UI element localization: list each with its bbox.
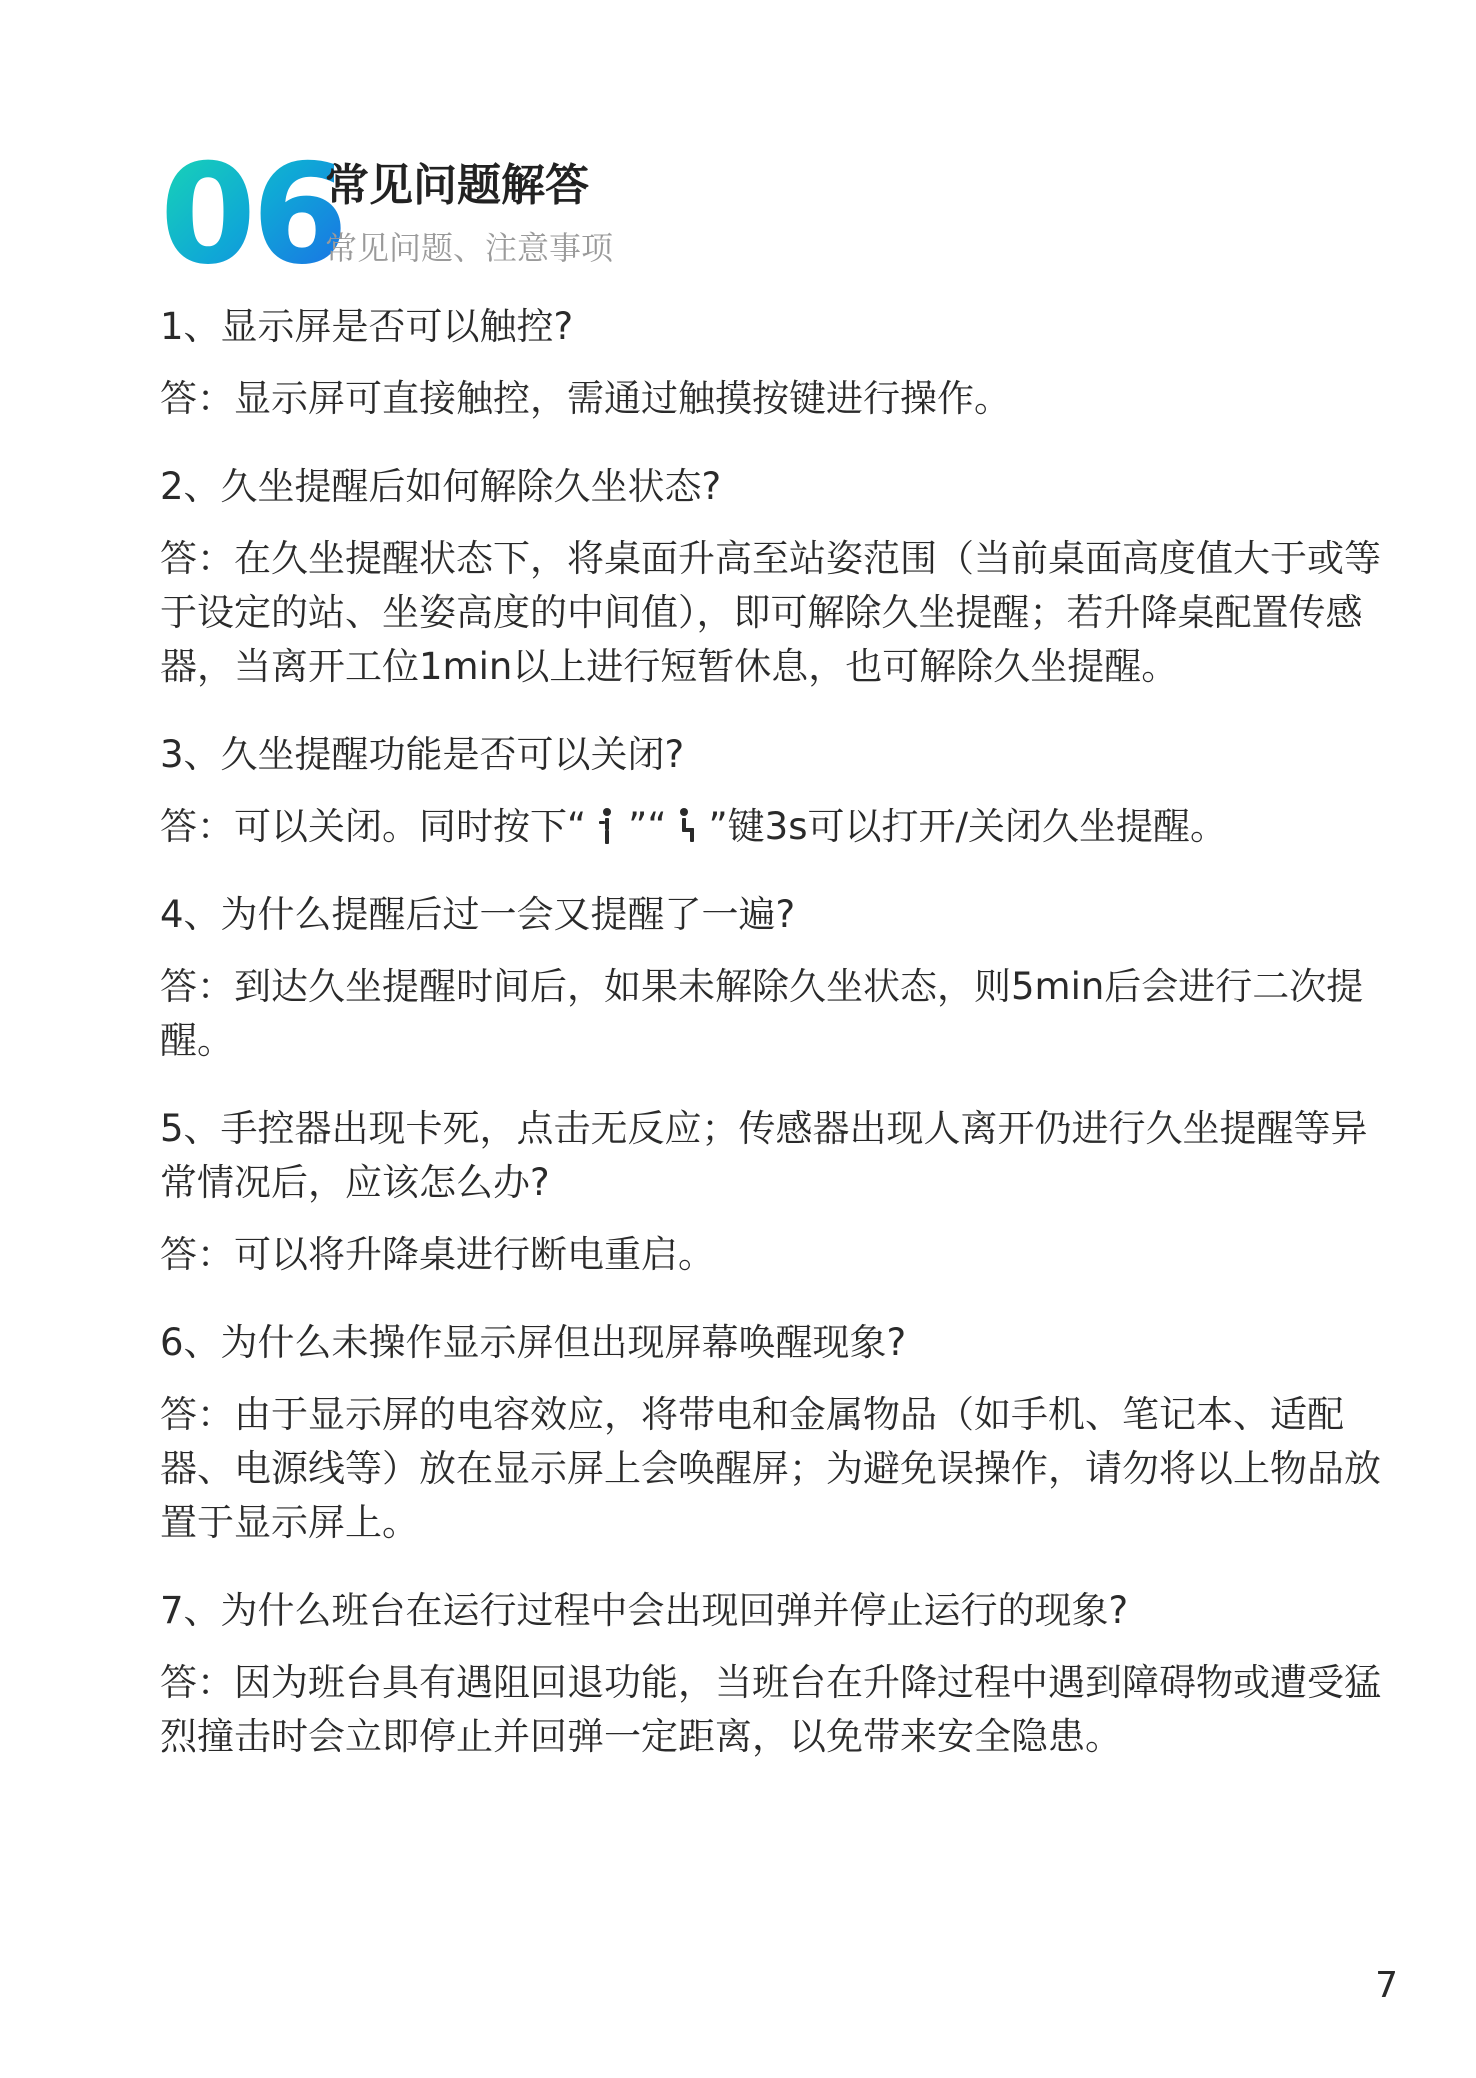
faq-item-5 bbox=[160, 1102, 1390, 1282]
chapter-subtitle: 常见问题、注意事项 bbox=[325, 229, 614, 267]
faq-question: 7、为什么班台在运行过程中会出现回弹并停止运行的现象? bbox=[160, 1589, 1129, 1632]
sitting-person-icon bbox=[675, 807, 701, 847]
answer-mid: ”“ bbox=[628, 805, 667, 848]
faq-item-3 bbox=[160, 728, 1390, 854]
faq-question: 3、久坐提醒功能是否可以关闭? bbox=[160, 733, 685, 776]
faq-question: 2、久坐提醒后如何解除久坐状态? bbox=[160, 465, 722, 508]
faq-item-4 bbox=[160, 888, 1390, 1068]
standing-person-icon bbox=[594, 807, 620, 847]
faq-question: 4、为什么提醒后过一会又提醒了一遍? bbox=[160, 893, 796, 936]
faq-answer bbox=[160, 800, 1390, 854]
faq-question: 6、为什么未操作显示屏但出现屏幕唤醒现象? bbox=[160, 1321, 907, 1364]
answer-suffix: ”键3s可以打开/关闭久坐提醒。 bbox=[708, 805, 1227, 848]
faq-list bbox=[160, 300, 1390, 1798]
page-number: 7 bbox=[1375, 1965, 1398, 2006]
faq-item-2 bbox=[160, 460, 1390, 694]
faq-item-7 bbox=[160, 1584, 1390, 1764]
answer-prefix: 答：可以关闭。同时按下“ bbox=[160, 805, 587, 848]
chapter-title: 常见问题解答 bbox=[325, 160, 589, 211]
faq-answer: 答：到达久坐提醒时间后，如果未解除久坐状态，则5min后会进行二次提醒。 bbox=[160, 965, 1364, 1062]
chapter-number: 06 bbox=[160, 134, 345, 295]
faq-answer: 答：在久坐提醒状态下，将桌面升高至站姿范围（当前桌面高度值大于或等于设定的站、坐姿高度的中间值），即可解除久坐提醒；若升降桌配置传感器，当离开工位1min以上进行短暂休息，也可解除久坐提醒。 bbox=[160, 537, 1381, 688]
faq-item-1 bbox=[160, 300, 1390, 426]
faq-item-6 bbox=[160, 1316, 1390, 1550]
faq-question: 5、手控器出现卡死，点击无反应；传感器出现人离开仍进行久坐提醒等异常情况后，应该怎么办? bbox=[160, 1107, 1368, 1204]
faq-answer: 答：由于显示屏的电容效应，将带电和金属物品（如手机、笔记本、适配器、电源线等）放在显示屏上会唤醒屏；为避免误操作，请勿将以上物品放置于显示屏上。 bbox=[160, 1393, 1381, 1544]
faq-answer: 答：可以将升降桌进行断电重启。 bbox=[160, 1233, 715, 1276]
faq-question: 1、显示屏是否可以触控? bbox=[160, 305, 574, 348]
faq-answer: 答：因为班台具有遇阻回退功能，当班台在升降过程中遇到障碍物或遭受猛烈撞击时会立即停止并回弹一定距离，以免带来安全隐患。 bbox=[160, 1661, 1381, 1758]
faq-answer: 答：显示屏可直接触控，需通过触摸按键进行操作。 bbox=[160, 377, 1011, 420]
